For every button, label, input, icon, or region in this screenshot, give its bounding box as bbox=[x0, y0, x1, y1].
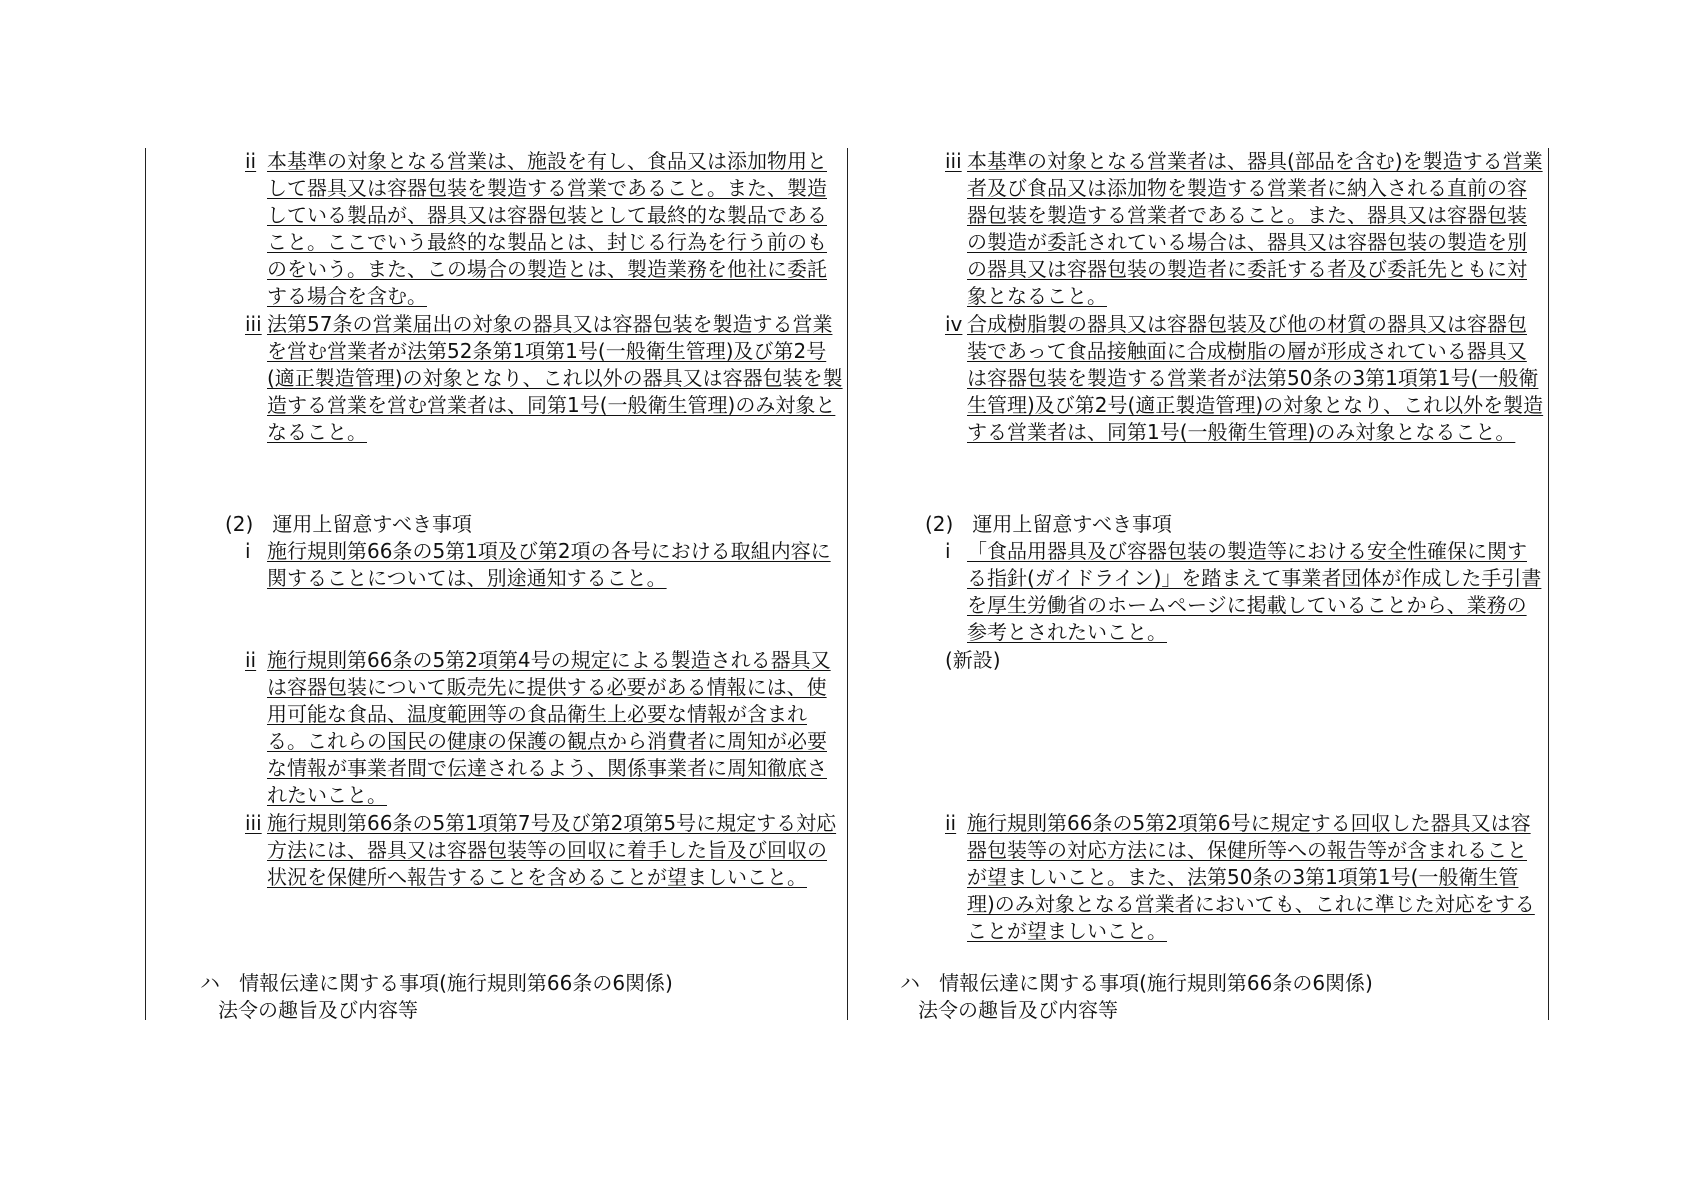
right-item-iv bbox=[905, 311, 1545, 446]
left-op-item-i bbox=[205, 538, 845, 592]
item-text: 本基準の対象となる営業は、施設を有し、食品又は添加物用として器具又は容器包装を製造する営業であること。また、製造している製品が、器具又は容器包装として最終的な製品であること。ここでいう最終的な製品とは、封じる行為を行う前のものをいう。また、この場合の製造とは、製造業務を他社に委託する場合を含む。 bbox=[267, 149, 827, 308]
section-title: 運用上留意すべき事項 bbox=[972, 512, 1173, 536]
item-text: 「食品用器具及び容器包装の製造等における安全性確保に関する指針(ガイドライン)」を踏まえて事業者団体が作成した手引書を厚生労働省のホームページに掲載していることから、業務の参考とされたいこと。 bbox=[967, 539, 1542, 644]
left-op-item-iii bbox=[205, 810, 845, 891]
right-item-iii bbox=[905, 148, 1545, 310]
left-item-ii bbox=[205, 148, 845, 310]
right-info-heading bbox=[900, 970, 1545, 1024]
section-number: (2) bbox=[225, 512, 254, 536]
heading-mark: ハ bbox=[200, 971, 220, 995]
item-number: ii bbox=[245, 149, 257, 173]
item-text: 合成樹脂製の器具又は容器包装及び他の材質の器具又は容器包装であって食品接触面に合成樹脂の層が形成されている器具又は容器包装を製造する営業者が法第50条の3第1項第1号(一般衛生管理)及び第2号(適正製造管理)の対象となり、これ以外を製造する営業者は、同第1号(一般衛生管理)のみ対象となること。 bbox=[967, 312, 1544, 444]
subheading-text: 法令の趣旨及び内容等 bbox=[918, 998, 1118, 1022]
section-title: 運用上留意すべき事項 bbox=[272, 512, 473, 536]
item-text: 施行規則第66条の5第2項第4号の規定による製造される器具又は容器包装について販売先に提供する必要がある情報には、使用可能な食品、温度範囲等の食品衛生上必要な情報が含まれる。これらの国民の健康の保護の観点から消費者に周知が必要な情報が事業者間で伝達されるよう、関係事業者に周知徹底されたいこと。 bbox=[267, 648, 831, 807]
item-number: iii bbox=[245, 811, 262, 835]
left-item-iii bbox=[205, 311, 845, 446]
left-section-heading bbox=[225, 511, 845, 538]
item-number: iii bbox=[945, 149, 962, 173]
item-number: ii bbox=[945, 811, 957, 835]
item-text: 施行規則第66条の5第2項第6号に規定する回収した器具又は容器包装等の対応方法には、保健所等への報告等が含まれることが望ましいこと。また、法第50条の3第1項第1号(一般衛生管理)のみ対象となる営業者においても、これに準じた対応をすることが望ましいこと。 bbox=[967, 811, 1535, 943]
right-section-heading bbox=[925, 511, 1545, 538]
item-number: ii bbox=[245, 648, 257, 672]
new-note-text: (新設) bbox=[945, 648, 1001, 672]
heading-text: 情報伝達に関する事項(施行規則第66条の6関係) bbox=[239, 971, 673, 995]
right-new-note bbox=[945, 647, 1545, 674]
item-number: iv bbox=[945, 312, 963, 336]
right-op-item-ii bbox=[905, 810, 1545, 945]
item-text: 施行規則第66条の5第1項第7号及び第2項第5号に規定する対応方法には、器具又は容器包装等の回収に着手した旨及び回収の状況を保健所へ報告することを含めることが望ましいこと。 bbox=[267, 811, 837, 889]
left-op-item-ii bbox=[205, 647, 845, 809]
subheading-text: 法令の趣旨及び内容等 bbox=[218, 998, 418, 1022]
section-number: (2) bbox=[925, 512, 954, 536]
item-text: 施行規則第66条の5第1項及び第2項の各号における取組内容に関することについては、別途通知すること。 bbox=[267, 539, 831, 590]
left-margin-line bbox=[145, 148, 146, 1020]
item-number: iii bbox=[245, 312, 262, 336]
left-info-heading bbox=[200, 970, 845, 1024]
heading-text: 情報伝達に関する事項(施行規則第66条の6関係) bbox=[939, 971, 1373, 995]
item-number: i bbox=[245, 539, 251, 563]
heading-mark: ハ bbox=[900, 971, 920, 995]
right-op-item-i bbox=[905, 538, 1545, 646]
item-text: 本基準の対象となる営業者は、器具(部品を含む)を製造する営業者及び食品又は添加物を製造する営業者に納入される直前の容器包装を製造する営業者であること。また、器具又は容器包装の製造が委託されている場合は、器具又は容器包装の製造を別の器具又は容器包装の製造者に委託する者及び委託先ともに対象となること。 bbox=[967, 149, 1543, 308]
center-divider-line bbox=[847, 148, 848, 1020]
item-number: i bbox=[945, 539, 951, 563]
item-text: 法第57条の営業届出の対象の器具又は容器包装を製造する営業を営む営業者が法第52条第1項第1号(一般衛生管理)及び第2号(適正製造管理)の対象となり、これ以外の器具又は容器包装を製造する営業を営む営業者は、同第1号(一般衛生管理)のみ対象となること。 bbox=[267, 312, 843, 444]
right-margin-line bbox=[1548, 148, 1549, 1020]
